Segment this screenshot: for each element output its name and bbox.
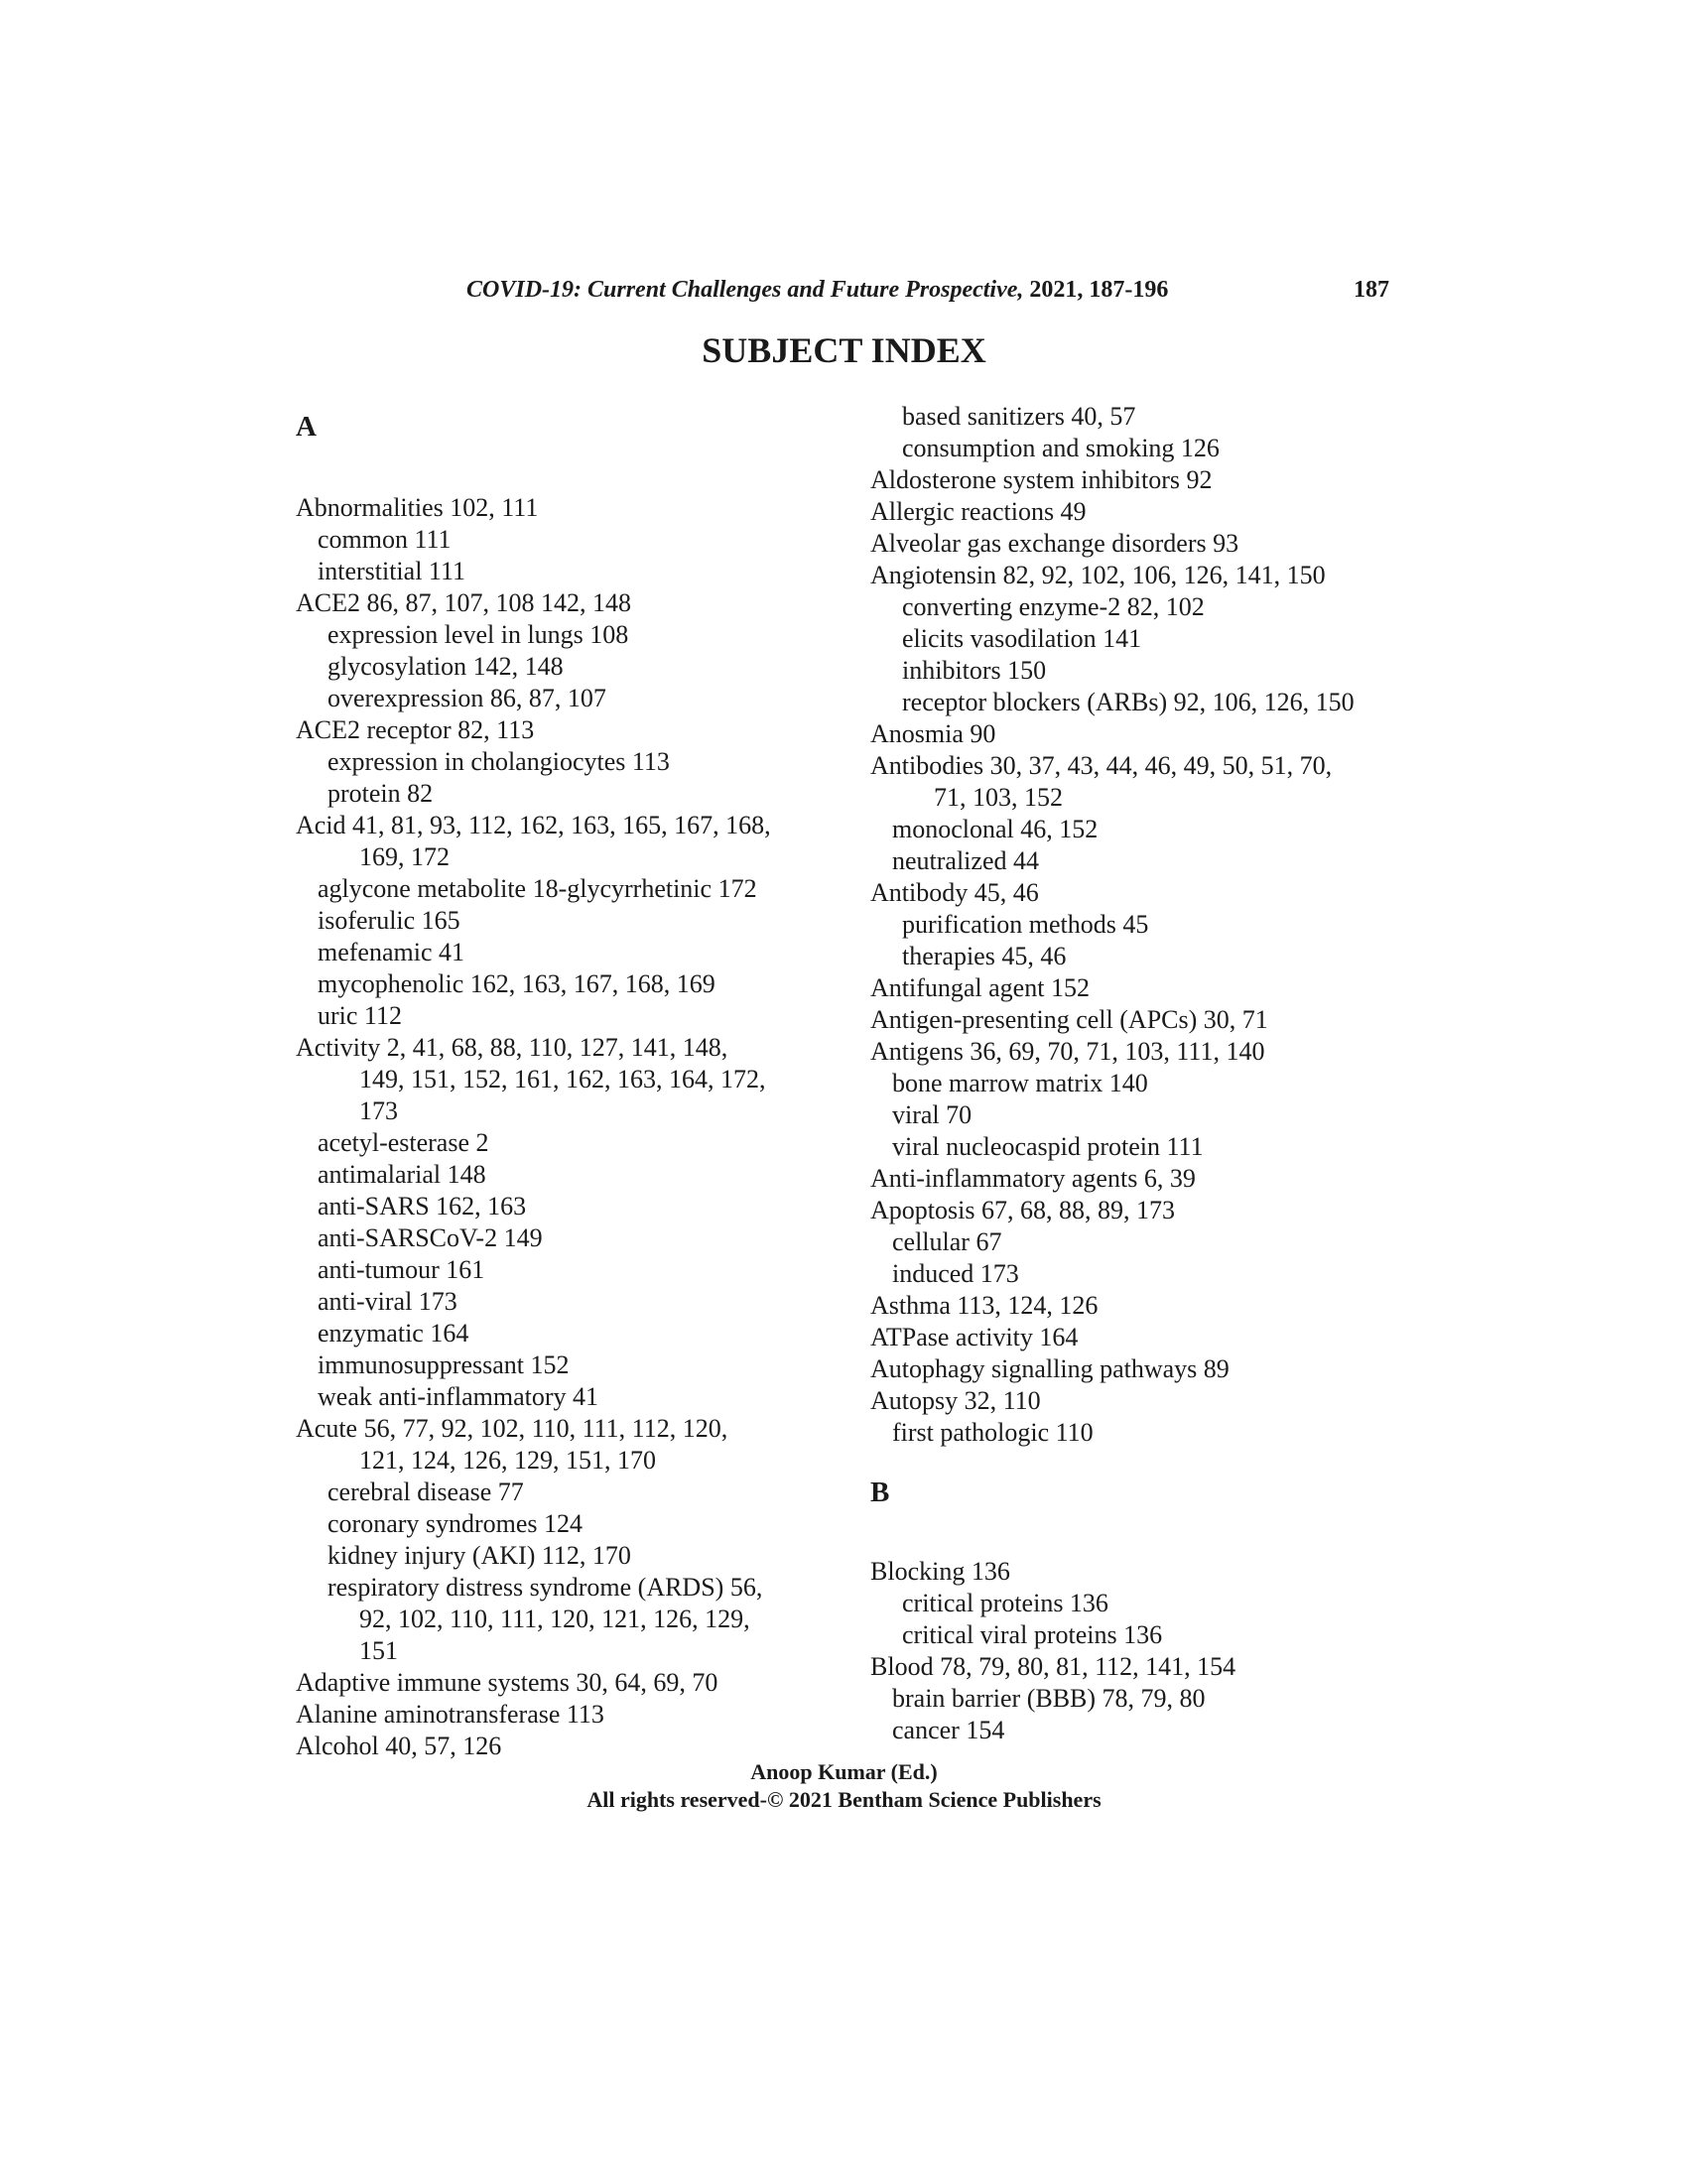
index-subentry: critical viral proteins 136 xyxy=(902,1620,1163,1649)
index-subentry: anti-SARS 162, 163 xyxy=(318,1192,527,1220)
index-subentry: respiratory distress syndrome (ARDS) 56, xyxy=(327,1573,763,1602)
index-entries-right-a xyxy=(870,401,1426,1449)
index-subentry: elicits vasodilation 141 xyxy=(902,624,1142,653)
running-header-title xyxy=(466,272,1168,308)
index-subentry: 169, 172 xyxy=(359,842,450,871)
year-pages: 2021, 187-196 xyxy=(1029,277,1169,303)
index-subentry: receptor blockers (ARBs) 92, 106, 126, 150 xyxy=(902,688,1355,716)
index-subentry: inhibitors 150 xyxy=(902,656,1047,685)
index-subentry: 149, 151, 152, 161, 162, 163, 164, 172, xyxy=(359,1065,766,1093)
index-subentry: 173 xyxy=(359,1096,398,1125)
index-subentry: aglycone metabolite 18-glycyrrhetinic 172 xyxy=(318,874,757,903)
index-entry: Blocking 136 xyxy=(870,1557,1010,1586)
index-column-right xyxy=(870,401,1426,1746)
page-title: SUBJECT INDEX xyxy=(702,330,986,370)
index-subentry: uric 112 xyxy=(318,1001,402,1030)
index-subentry: viral 70 xyxy=(892,1100,973,1129)
index-entry: ATPase activity 164 xyxy=(870,1323,1079,1351)
index-subentry: anti-tumour 161 xyxy=(318,1255,485,1284)
index-subentry: 71, 103, 152 xyxy=(934,783,1063,812)
index-subentry: kidney injury (AKI) 112, 170 xyxy=(327,1541,631,1570)
index-entry: ACE2 86, 87, 107, 108 142, 148 xyxy=(296,588,631,617)
index-subentry: mycophenolic 162, 163, 167, 168, 169 xyxy=(318,969,715,998)
index-entry: Abnormalities 102, 111 xyxy=(296,493,539,522)
index-subentry: cellular 67 xyxy=(892,1227,1002,1256)
index-subentry: monoclonal 46, 152 xyxy=(892,815,1099,843)
index-subentry: interstitial 111 xyxy=(318,557,465,585)
index-subentry: viral nucleocaspid protein 111 xyxy=(892,1132,1204,1161)
index-entry: Asthma 113, 124, 126 xyxy=(870,1291,1099,1320)
index-column-left xyxy=(296,401,851,1762)
index-entry: Blood 78, 79, 80, 81, 112, 141, 154 xyxy=(870,1652,1236,1681)
section-spacer xyxy=(296,452,851,492)
index-subentry: neutralized 44 xyxy=(892,846,1039,875)
index-subentry: immunosuppressant 152 xyxy=(318,1350,570,1379)
index-entry: Anti-inflammatory agents 6, 39 xyxy=(870,1164,1196,1193)
index-subentry: 121, 124, 126, 129, 151, 170 xyxy=(359,1446,656,1475)
index-entries-left xyxy=(296,492,851,1762)
index-entry: Alcohol 40, 57, 126 xyxy=(296,1732,502,1760)
index-subentry: critical proteins 136 xyxy=(902,1589,1108,1617)
page-number: 187 xyxy=(1354,277,1389,303)
index-subentry: glycosylation 142, 148 xyxy=(327,652,564,681)
index-subentry: antimalarial 148 xyxy=(318,1160,486,1189)
index-subentry: overexpression 86, 87, 107 xyxy=(327,684,606,712)
index-entry: Autopsy 32, 110 xyxy=(870,1386,1041,1415)
index-subentry: converting enzyme-2 82, 102 xyxy=(902,592,1205,621)
section-spacer xyxy=(870,1516,1426,1556)
section-letter-a: A xyxy=(296,411,317,443)
index-entry: Angiotensin 82, 92, 102, 106, 126, 141, 150 xyxy=(870,561,1326,589)
index-subentry: based sanitizers 40, 57 xyxy=(902,402,1136,431)
index-subentry: acetyl-esterase 2 xyxy=(318,1128,489,1157)
index-entry: Anosmia 90 xyxy=(870,719,996,748)
index-subentry: cancer 154 xyxy=(892,1716,1005,1744)
index-subentry: consumption and smoking 126 xyxy=(902,434,1220,462)
index-entry: Acid 41, 81, 93, 112, 162, 163, 165, 167, 168, xyxy=(296,811,771,839)
index-entry: Antigen-presenting cell (APCs) 30, 71 xyxy=(870,1005,1268,1034)
index-subentry: brain barrier (BBB) 78, 79, 80 xyxy=(892,1684,1206,1713)
index-subentry: coronary syndromes 124 xyxy=(327,1509,584,1538)
index-subentry: first pathologic 110 xyxy=(892,1418,1094,1447)
index-entries-right-b xyxy=(870,1556,1426,1746)
index-entry: Aldosterone system inhibitors 92 xyxy=(870,465,1213,494)
footer-editor: Anoop Kumar (Ed.) xyxy=(750,1759,938,1784)
index-entry: Antigens 36, 69, 70, 71, 103, 111, 140 xyxy=(870,1037,1265,1066)
index-subentry: anti-SARSCoV-2 149 xyxy=(318,1223,543,1252)
index-subentry: purification methods 45 xyxy=(902,910,1149,939)
index-subentry: isoferulic 165 xyxy=(318,906,460,935)
index-subentry: cerebral disease 77 xyxy=(327,1477,524,1506)
index-entry: Antibodies 30, 37, 43, 44, 46, 49, 50, 51, 70, xyxy=(870,751,1333,780)
index-subentry: weak anti-inflammatory 41 xyxy=(318,1382,599,1411)
index-entry: Adaptive immune systems 30, 64, 69, 70 xyxy=(296,1668,718,1697)
index-subentry: 92, 102, 110, 111, 120, 121, 126, 129, xyxy=(359,1605,750,1633)
index-entry: Acute 56, 77, 92, 102, 110, 111, 112, 120, xyxy=(296,1414,728,1443)
section-letter-b: B xyxy=(870,1477,890,1508)
index-entry: Alanine aminotransferase 113 xyxy=(296,1700,604,1729)
index-entry: ACE2 receptor 82, 113 xyxy=(296,715,535,744)
index-subentry: induced 173 xyxy=(892,1259,1019,1288)
index-entry: Autophagy signalling pathways 89 xyxy=(870,1354,1230,1383)
index-subentry: therapies 45, 46 xyxy=(902,942,1067,970)
index-entry: Antibody 45, 46 xyxy=(870,878,1039,907)
index-subentry: protein 82 xyxy=(327,779,434,808)
index-subentry: 151 xyxy=(359,1636,398,1665)
index-entry: Allergic reactions 49 xyxy=(870,497,1087,526)
index-subentry: bone marrow matrix 140 xyxy=(892,1069,1148,1097)
book-title: COVID-19: Current Challenges and Future Prospective, xyxy=(466,277,1024,303)
index-entry: Apoptosis 67, 68, 88, 89, 173 xyxy=(870,1196,1175,1224)
index-subentry: anti-viral 173 xyxy=(318,1287,457,1316)
index-entry: Alveolar gas exchange disorders 93 xyxy=(870,529,1239,558)
footer-copyright: All rights reserved-© 2021 Bentham Science Publishers xyxy=(586,1787,1102,1812)
index-subentry: mefenamic 41 xyxy=(318,938,464,966)
index-subentry: enzymatic 164 xyxy=(318,1319,469,1348)
index-subentry: common 111 xyxy=(318,525,452,554)
index-entry: Antifungal agent 152 xyxy=(870,973,1090,1002)
running-header xyxy=(466,272,1389,308)
index-subentry: expression level in lungs 108 xyxy=(327,620,629,649)
index-entry: Activity 2, 41, 68, 88, 110, 127, 141, 148, xyxy=(296,1033,728,1062)
index-subentry: expression in cholangiocytes 113 xyxy=(327,747,670,776)
page-footer xyxy=(0,1758,1688,1814)
